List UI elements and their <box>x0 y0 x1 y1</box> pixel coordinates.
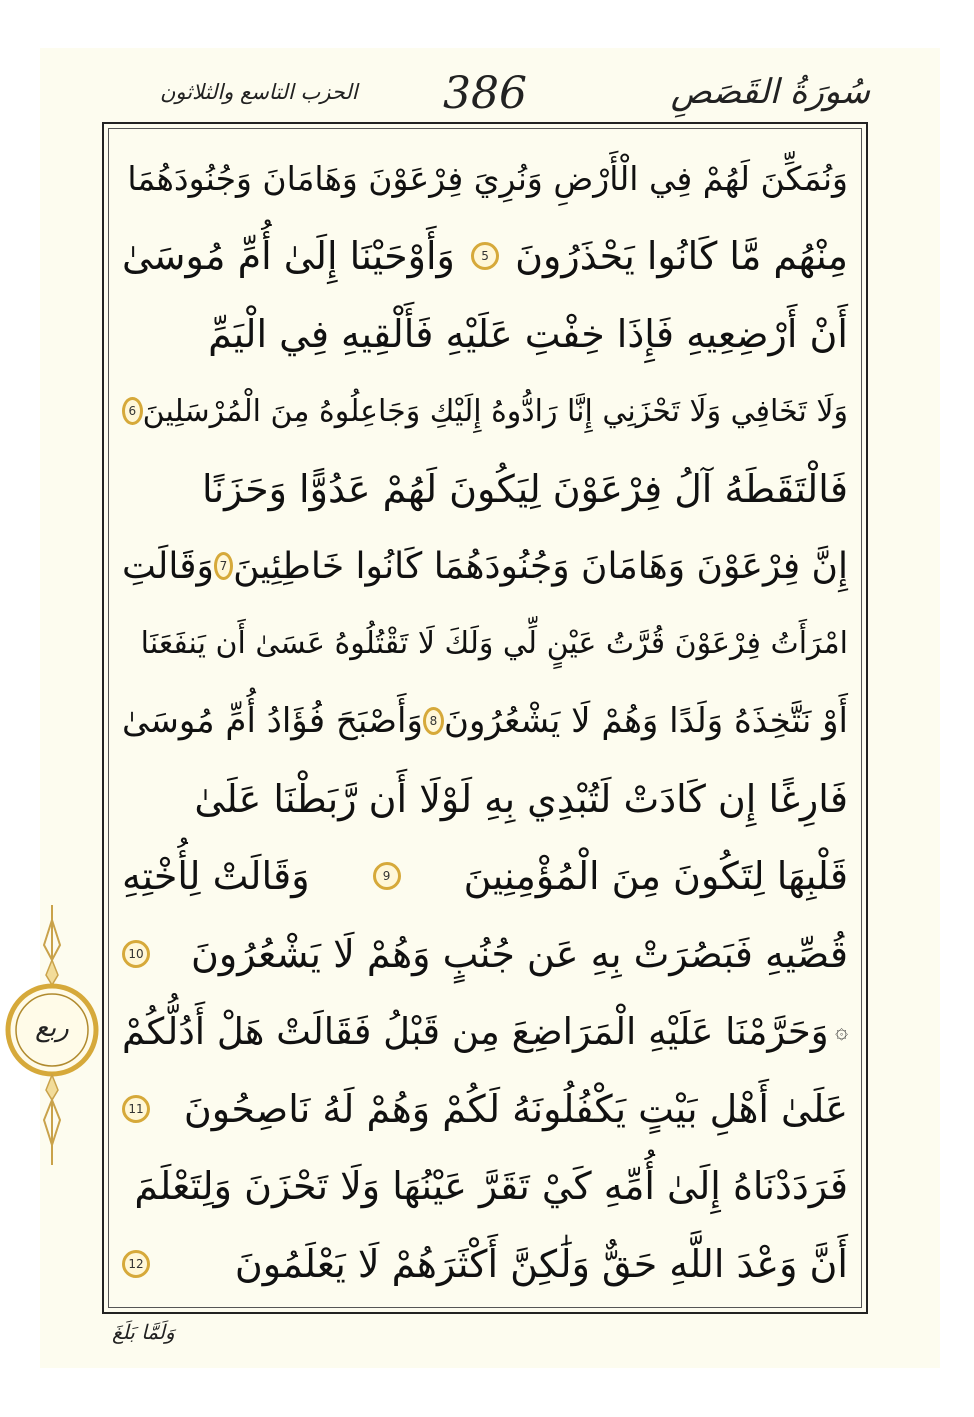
verse-line <box>122 683 848 761</box>
verse-line <box>122 1070 848 1148</box>
verse-line <box>122 218 848 296</box>
verse-lines <box>122 140 848 1303</box>
verse-text: وَلَا تَخَافِي وَلَا تَحْزَنِي إِنَّا رَادُّوهُ إِلَيْكِ وَجَاعِلُوهُ مِنَ الْمُرْسَلِينَ <box>142 393 848 429</box>
verse-line <box>122 528 848 606</box>
ayah-number-marker: 10 <box>122 940 150 968</box>
verse-text: وَحَرَّمْنَا عَلَيْهِ الْمَرَاضِعَ مِن قَبْلُ فَقَالَتْ هَلْ أَدُلُّكُمْ <box>122 1009 829 1053</box>
ayah-number-marker: 7 <box>214 552 233 580</box>
ayah-number-marker: 9 <box>373 862 401 890</box>
verse-text: وَأَوْحَيْنَا إِلَىٰ أُمِّ مُوسَىٰ <box>122 234 455 279</box>
verse-text: وَنُمَكِّنَ لَهُمْ فِي الْأَرْضِ وَنُرِيَ فِرْعَوْنَ وَهَامَانَ وَجُنُودَهُمَا <box>127 159 848 199</box>
verse-line <box>122 295 848 373</box>
verse-text: مِنْهُم مَّا كَانُوا يَحْذَرُونَ <box>515 234 848 279</box>
ayah-number-marker: 5 <box>471 242 499 270</box>
verse-line <box>122 993 848 1071</box>
ayah-number-marker: 6 <box>122 397 143 425</box>
verse-text: وَقَالَتِ <box>122 545 214 587</box>
verse-text: عَلَىٰ أَهْلِ بَيْتٍ يَكْفُلُونَهُ لَكُمْ وَهُمْ لَهُ نَاصِحُونَ <box>183 1086 848 1131</box>
verse-text: فَالْتَقَطَهُ آلُ فِرْعَوْنَ لِيَكُونَ لَهُمْ عَدُوًّا وَحَزَنًا <box>202 466 848 511</box>
verse-text: أَوْ نَتَّخِذَهُ وَلَدًا وَهُمْ لَا يَشْعُرُونَ <box>443 701 848 742</box>
verse-line <box>122 838 848 916</box>
hizb-label: الحزب التاسع والثلاثون <box>160 80 358 104</box>
verse-text: أَنَّ وَعْدَ اللَّهِ حَقٌّ وَلَٰكِنَّ أَكْثَرَهُمْ لَا يَعْلَمُونَ <box>234 1241 848 1286</box>
ayah-number-marker: 12 <box>122 1250 150 1278</box>
verse-text: قُصِّيهِ فَبَصُرَتْ بِهِ عَن جُنُبٍ وَهُمْ لَا يَشْعُرُونَ <box>190 931 848 976</box>
verse-text: وَقَالَتْ لِأُخْتِهِ <box>122 854 310 899</box>
verse-line <box>122 760 848 838</box>
surah-title: سُورَةُ القَصَصِ <box>670 72 870 112</box>
verse-text: إِنَّ فِرْعَوْنَ وَهَامَانَ وَجُنُودَهُمَا كَانُوا خَاطِئِينَ <box>233 545 848 587</box>
ayah-number-marker: 11 <box>122 1095 150 1123</box>
page-header <box>100 68 870 122</box>
verse-text: أَنْ أَرْضِعِيهِ فَإِذَا خِفْتِ عَلَيْهِ فَأَلْقِيهِ فِي الْيَمِّ <box>208 311 848 356</box>
verse-line <box>122 450 848 528</box>
rub-star-icon: ۞ <box>835 1018 848 1044</box>
catchword: وَلَمَّا بَلَغَ <box>112 1320 175 1344</box>
verse-text: فَرَدَدْنَاهُ إِلَىٰ أُمِّهِ كَيْ تَقَرَّ عَيْنُهَا وَلَا تَحْزَنَ وَلِتَعْلَمَ <box>134 1164 848 1209</box>
verse-text: قَلْبِهَا لِتَكُونَ مِنَ الْمُؤْمِنِينَ <box>463 854 848 899</box>
verse-line <box>122 605 848 683</box>
verse-line <box>122 373 848 451</box>
verse-text: فَارِغًا إِن كَادَتْ لَتُبْدِي بِهِ لَوْلَا أَن رَّبَطْنَا عَلَىٰ <box>194 776 848 821</box>
ayah-number-marker: 8 <box>423 707 444 735</box>
text-frame <box>102 122 868 1314</box>
verse-line <box>122 1225 848 1303</box>
verse-line <box>122 915 848 993</box>
page-number: 386 <box>443 68 527 119</box>
rub-label: ربع <box>35 1013 69 1043</box>
verse-line <box>122 1148 848 1226</box>
verse-line <box>122 140 848 218</box>
verse-text: وَأَصْبَحَ فُؤَادُ أُمِّ مُوسَىٰ <box>122 701 423 742</box>
verse-text: امْرَأَتُ فِرْعَوْنَ قُرَّتُ عَيْنٍ لِّي وَلَكَ لَا تَقْتُلُوهُ عَسَىٰ أَن يَنفَعَنَا <box>140 626 848 662</box>
